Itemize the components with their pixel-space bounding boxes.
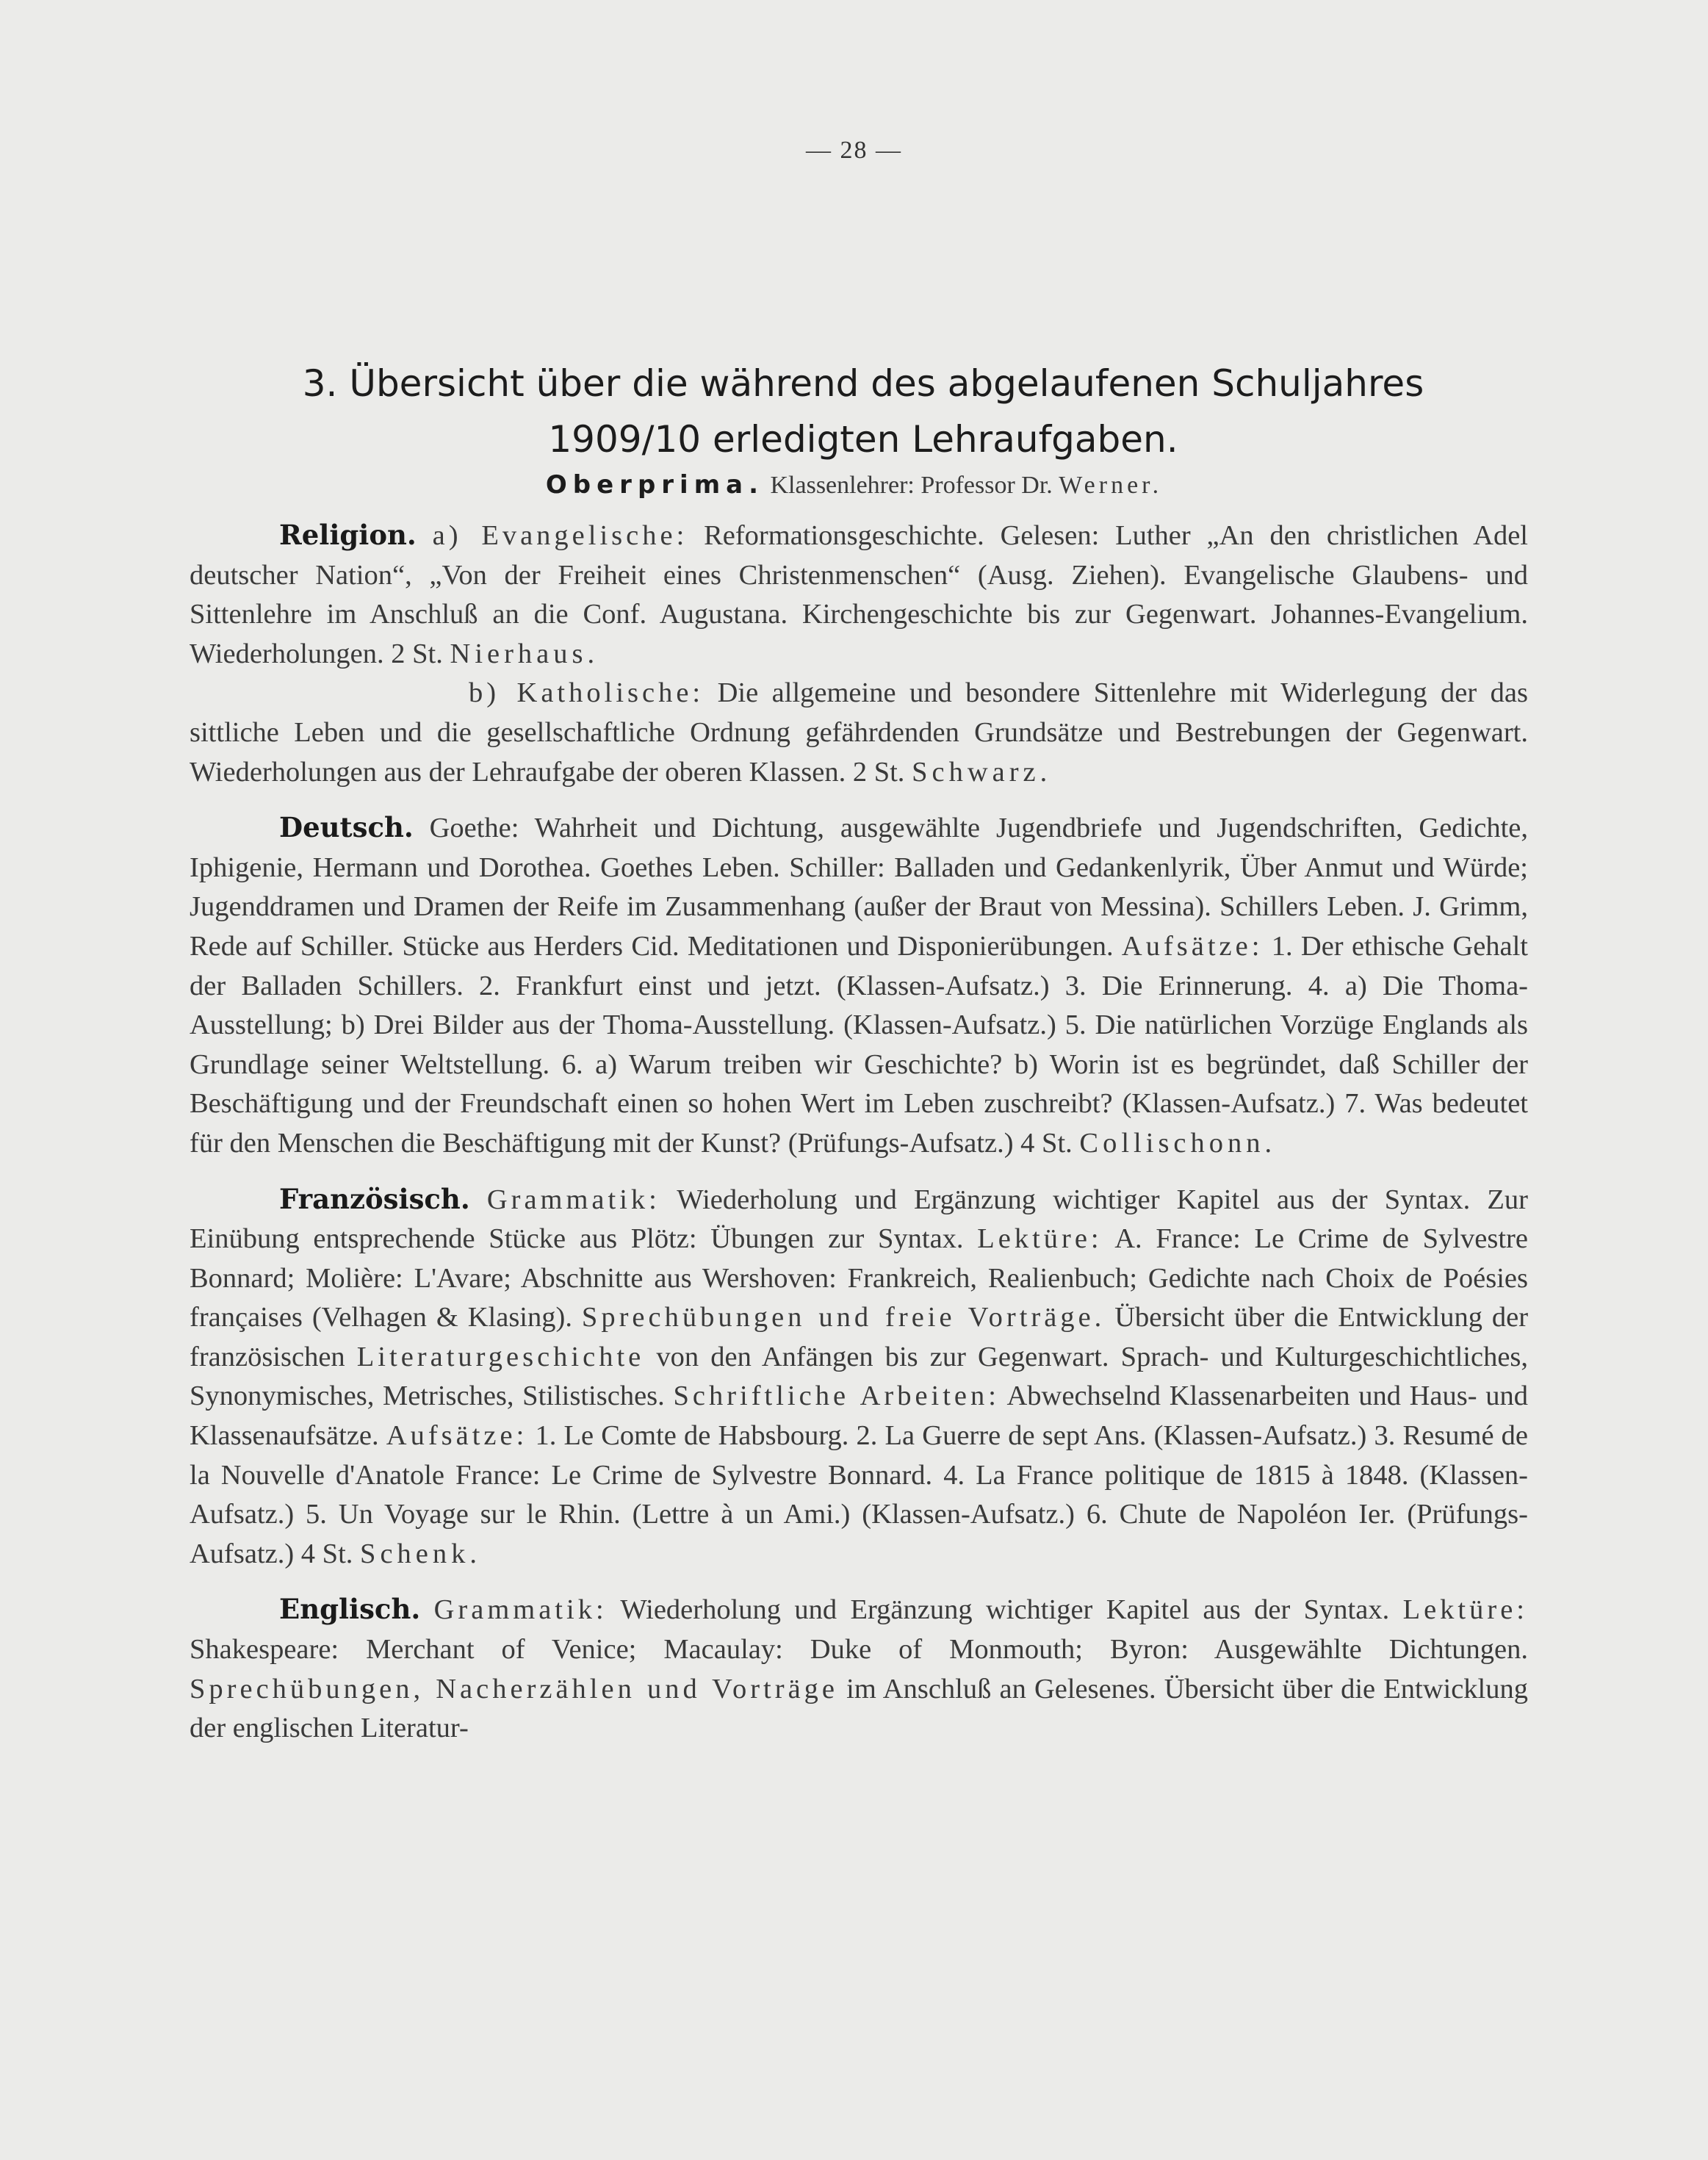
heading-line-1: 3. Übersicht über die während des abgelaufenen Schuljahres [302, 362, 1424, 405]
deutsch-aufsaetze-text: 1. Der ethische Gehalt der Balladen Schillers. 2. Frankfurt einst und jetzt. (Klassen-Aufsatz.) 3. Die Erinnerung. 4. a) Die Thoma-Ausstellung; b) Drei Bilder aus der Thoma-Ausstellung. (Klassen-Aufsatz.) 5. Die natürlichen Vorzüge Englands als Grundlage seiner Weltstellung. 6. a) Warum treiben wir Geschichte? b) Worin ist es begründet, daß Schiller der Beschäftigung und der Freundschaft einen so hohen Wert im Leben zuschreibt? (Klassen-Aufsatz.) 7. Was bedeutet für den Menschen die Beschäftigung mit der Kunst? (Prüfungs-Aufsatz.) 4 St. [190, 930, 1529, 1159]
franzoesisch-aufsaetze-label: Aufsätze: [386, 1420, 528, 1452]
franzoesisch-grammatik-text: Wiederholung und Ergänzung wichtiger Kapitel aus der Syntax. Zur Einübung entsprechende Stücke aus Plötz: Übungen zur Syntax. [190, 1184, 1529, 1255]
franzoesisch-lektuere-label: Lektüre: [977, 1223, 1103, 1255]
class-teacher-label: Klassenlehrer: Professor Dr. [770, 472, 1053, 499]
englisch-paragraph [190, 1590, 1528, 1748]
class-name: Oberprima. [545, 470, 764, 500]
deutsch-paragraph [190, 808, 1528, 1163]
englisch-grammatik-text: Wiederholung und Ergänzung wichtiger Kapitel aus der Syntax. [620, 1594, 1390, 1626]
religion-part-a-text: Reformationsgeschichte. Gelesen: Luther „An den christlichen Adel deutscher Nation“, „Von der Freiheit eines Christenmenschen“ (Ausg. Ziehen). Evangelische Glaubens- und Sittenlehre im Anschluß an die Conf. Augustana. Kirchengeschichte bis zur Gegenwart. Johannes-Evangelium. Wiederholungen. 2 St. [190, 520, 1528, 669]
heading-line-2: 1909/10 erledigten Lehraufgaben. [548, 418, 1178, 461]
franzoesisch-literatur-label: Literaturgeschichte [356, 1341, 645, 1372]
franzoesisch-lektuere-text: A. France: Le Crime de Sylvestre Bonnard; Molière: L'Avare; Abschnitte aus Wershoven: Frankreich, Realienbuch; Gedichte nach Choix de Poésies françaises (Velhagen & Klasing). [190, 1223, 1528, 1333]
deutsch-teacher: Collischonn. [1079, 1127, 1277, 1159]
subject-franzoesisch: Französisch. [279, 1182, 470, 1215]
franzoesisch-aufsaetze-text: 1. Le Comte de Habsbourg. 2. La Guerre de sept Ans. (Klassen-Aufsatz.) 3. Resumé de la Nouvelle d'Anatole France: Le Crime de Sylvestre Bonnard. 4. La France politique de 1815 à 1848. (Klassen-Aufsatz.) 5. Un Voyage sur le Rhin. (Lettre à un Ami.) (Klassen-Aufsatz.) 6. Chute de Napoléon Ier. (Prüfungs-Aufsatz.) 4 St. [190, 1420, 1529, 1569]
englisch-lektuere-label: Lektüre: [1402, 1594, 1528, 1626]
section-heading [184, 356, 1543, 467]
subject-englisch: Englisch. [279, 1593, 421, 1626]
religion-paragraph-b [190, 674, 1528, 792]
religion-paragraph-a [190, 516, 1528, 674]
religion-part-a-label: a) Evangelische: [432, 520, 688, 551]
religion-part-a-teacher: Nierhaus. [450, 638, 599, 669]
englisch-sprech-label: Sprechübungen, Nacherzählen und Vorträge [190, 1673, 839, 1704]
religion-part-b-label: b) Katholische: [469, 677, 705, 709]
deutsch-aufsaetze-label: Aufsätze: [1121, 930, 1264, 962]
class-line [0, 470, 1708, 500]
class-teacher-name: Werner. [1059, 472, 1163, 499]
franzoesisch-grammatik-label: Grammatik: [486, 1184, 660, 1215]
franzoesisch-schrift-text: Abwechselnd Klassenarbeiten und Haus- und Klassenaufsätze. [190, 1380, 1528, 1452]
franzoesisch-literatur-text: von den Anfängen bis zur Gegenwart. Sprach- und Kulturgeschichtliches, Synonymisches, Metrisches, Stilistisches. [190, 1341, 1529, 1412]
subject-religion: Religion. [279, 519, 417, 551]
englisch-lektuere-text: Shakespeare: Merchant of Venice; Macaulay: Duke of Monmouth; Byron: Ausgewählte Dichtungen. [190, 1634, 1528, 1666]
englisch-grammatik-label: Grammatik: [433, 1594, 608, 1626]
franzoesisch-sprech-label: Sprechübungen und freie Vorträge. [581, 1302, 1106, 1333]
page-number: — 28 — [806, 137, 902, 164]
franzoesisch-paragraph [190, 1180, 1528, 1574]
religion-part-b-text: Die allgemeine und besondere Sittenlehre mit Widerlegung der das sittliche Leben und die gesellschaftliche Ordnung gefährdenden Grundsätze und Bestrebungen der Gegenwart. Wiederholungen aus der Lehraufgabe der oberen Klassen. 2 St. [190, 677, 1528, 788]
deutsch-text: Goethe: Wahrheit und Dichtung, ausgewählte Jugendbriefe und Jugendschriften, Gedichte, Iphigenie, Hermann und Dorothea. Goethes Leben. Schiller: Balladen und Gedankenlyrik, Über Anmut und Würde; Jugenddramen und Dramen der Reife im Zusammenhang (außer der Braut von Messina). Schillers Leben. J. Grimm, Rede auf Schiller. Stücke aus Herders Cid. Meditationen und Disponierübungen. [190, 813, 1529, 962]
franzoesisch-teacher: Schenk. [360, 1538, 482, 1569]
franzoesisch-schrift-label: Schriftliche Arbeiten: [673, 1380, 1000, 1412]
englisch-sprech-text: im Anschluß an Gelesenes. Übersicht über die Entwicklung der englischen Literatur- [190, 1673, 1528, 1744]
religion-part-b-teacher: Schwarz. [912, 756, 1052, 788]
subject-deutsch: Deutsch. [279, 811, 414, 844]
franzoesisch-sprech-text: Übersicht über die Entwicklung der französischen [190, 1302, 1529, 1372]
page-body [190, 516, 1528, 1749]
